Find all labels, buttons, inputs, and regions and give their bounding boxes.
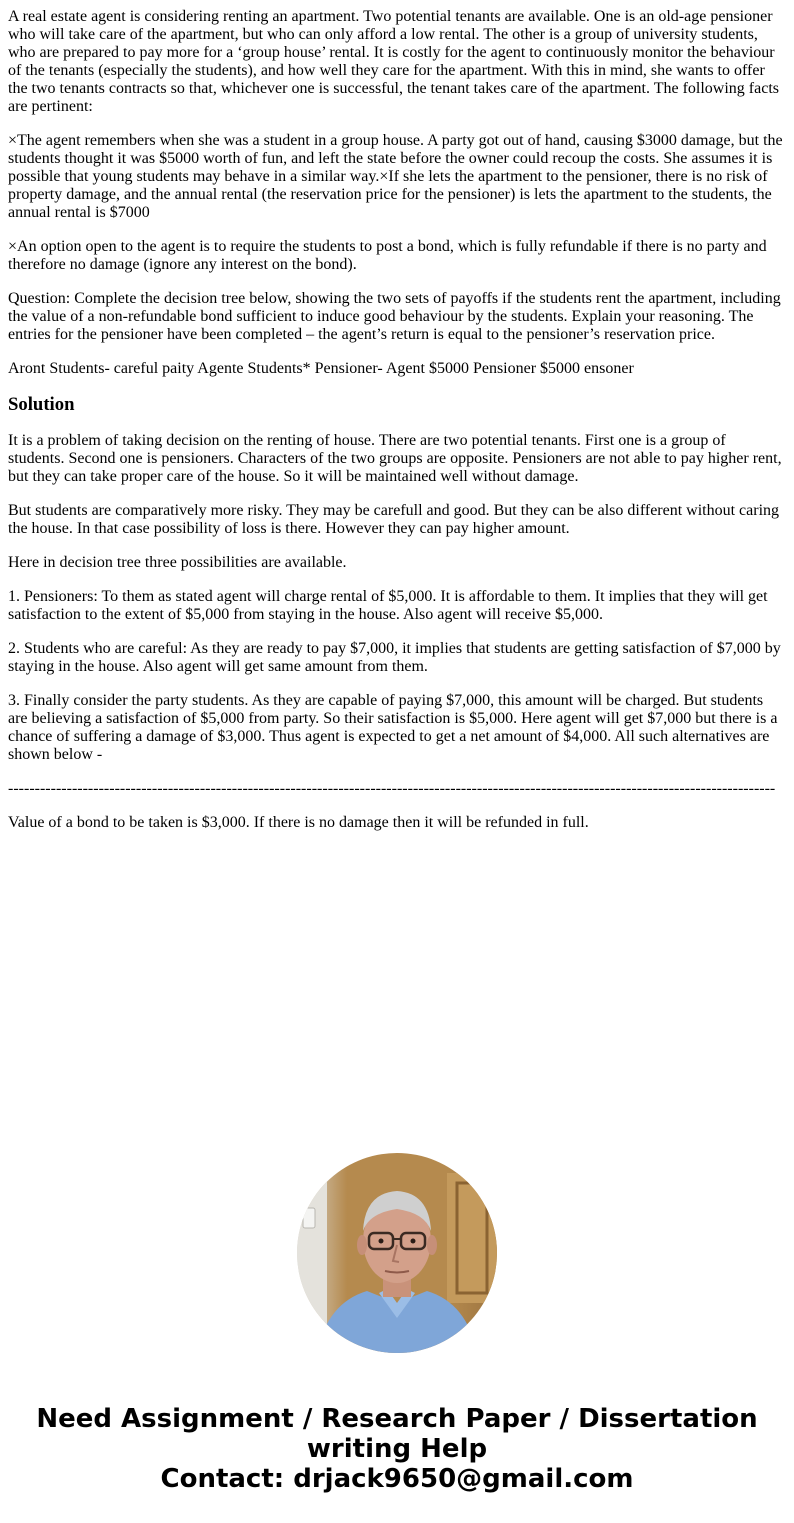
question-prompt: Question: Complete the decision tree below, showing the two sets of payoffs if the students rent the apartment, including the value of a non-refundable bond sufficient to induce good behaviour by the students. Explain your reasoning. The entries for the pensioner have been completed – the agent’s return is equal to the pensioner’s reservation price. (8, 290, 781, 343)
bond-note: Value of a bond to be taken is $3,000. If there is no damage then it will be refunded in full. (8, 814, 589, 831)
promo-contact: Contact: drjack9650@gmail.com (160, 1464, 634, 1494)
author-avatar (297, 1153, 497, 1353)
decision-tree-text: Aront Students- careful paity Agente Students* Pensioner- Agent $5000 Pensioner $5000 ensoner (8, 360, 634, 377)
fact-one: ×The agent remembers when she was a student in a group house. A party got out of hand, causing $3000 damage, but the students thought it was $5000 worth of fun, and left the state before the owner could recoup the costs. She assumes it is possible that young students may behave in a similar way.×If she lets the apartment to the pensioner, there is no risk of property damage, and the annual rental (the reservation price for the pensioner) is lets the apartment to the students, the annual rental is $7000 (8, 132, 783, 221)
author-photo (297, 1153, 497, 1353)
promo-line: Need Assignment / Research Paper / Dissertation (36, 1404, 758, 1434)
solution-paragraph: But students are comparatively more risky. They may be carefull and good. But they can be also different without caring the house. In that case possibility of loss is there. However they can pay higher amount. (8, 502, 780, 537)
question-intro: A real estate agent is considering renting an apartment. Two potential tenants are available. One is an old-age pensioner who will take care of the apartment, but who can only afford a low rental. The other is a group of university students, who are prepared to pay more for a ‘group house’ rental. It is costly for the agent to continuously monitor the behaviour of the tenants (especially the students), and how well they care for the apartment. With this in mind, she wants to offer the two tenants contracts so that, whichever one is successful, the tenant takes care of the apartment. The following facts are pertinent: (8, 8, 779, 115)
dashed-divider: ------------------------------------------------------------------------------------------------------------------------------------------------ (8, 780, 776, 797)
article (8, 8, 786, 848)
solution-paragraph: 3. Finally consider the party students. As they are capable of paying $7,000, this amount will be charged. But students are believing a satisfaction of $5,000 from party. So their satisfaction is $5,000. Here agent will get $7,000 but there is a chance of suffering a damage of $3,000. Thus agent is expected to get a net amount of $4,000. All such alternatives are shown below - (8, 692, 778, 763)
promo-banner (0, 1404, 794, 1494)
fact-two: ×An option open to the agent is to require the students to post a bond, which is fully refundable if there is no party and therefore no damage (ignore any interest on the bond). (8, 238, 767, 273)
solution-paragraph: 2. Students who are careful: As they are ready to pay $7,000, it implies that students are getting satisfaction of $7,000 by staying in the house. Also agent will get same amount from them. (8, 640, 781, 675)
solution-heading: Solution (8, 394, 75, 415)
promo-line: writing Help (306, 1434, 488, 1464)
solution-paragraph: It is a problem of taking decision on the renting of house. There are two potential tenants. First one is a group of students. Second one is pensioners. Characters of the two groups are opposite. Pensioners are not able to pay higher rent, but they can take proper care of the house. So it will be maintained well without damage. (8, 432, 782, 485)
solution-paragraph: Here in decision tree three possibilities are available. (8, 554, 347, 571)
solution-paragraph: 1. Pensioners: To them as stated agent will charge rental of $5,000. It is affordable to them. It implies that they will get satisfaction to the extent of $5,000 from staying in the house. Also agent will receive $5,000. (8, 588, 768, 623)
